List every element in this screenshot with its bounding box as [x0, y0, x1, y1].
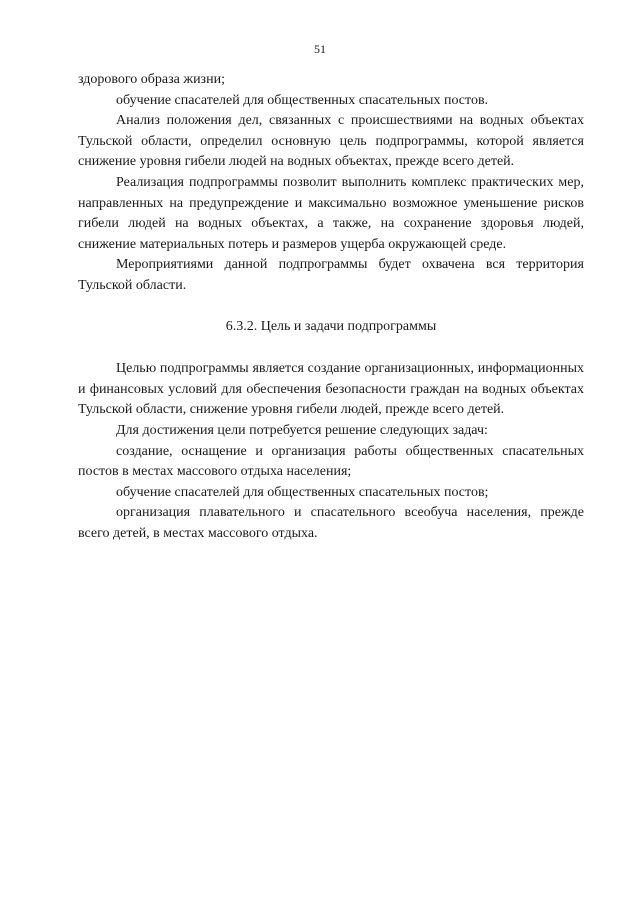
paragraph: обучение спасателей для общественных спасательных постов. [116, 92, 489, 108]
paragraph: здорового образа жизни; [78, 72, 225, 87]
paragraph: обучение спасателей для общественных спасательных постов; [116, 484, 489, 500]
paragraph: организация плавательного и спасательного всеобуча населения, прежде всего детей, в местах массового отдыха. [78, 505, 584, 541]
document-body [78, 70, 584, 544]
paragraph: Мероприятиями данной подпрограммы будет охвачена вся территория Тульской области. [78, 257, 584, 293]
paragraph: Для достижения цели потребуется решение следующих задач: [116, 422, 488, 438]
paragraph: Анализ положения дел, связанных с происшествиями на водных объектах Тульской области, определил основную цель подпрограммы, которой является снижение уровня гибели людей на водных объектах, прежде всего детей. [78, 113, 584, 170]
paragraph: создание, оснащение и организация работы общественных спасательных постов в местах массового отдыха населения; [78, 443, 584, 480]
paragraph: Целью подпрограммы является создание организационных, информационных и финансовых условий для обеспечения безопасности граждан на водных объектах Тульской области, снижение уровня гибели людей, прежде всего детей. [78, 361, 584, 418]
section-heading: 6.3.2. Цель и задачи подпрограммы [225, 318, 437, 334]
paragraph: Реализация подпрограммы позволит выполнить комплекс практических мер, направленных на предупреждение и максимально возможное уменьшение рисков гибели людей на водных объектах, а также, на сохранение здоровья людей, снижение материальных потерь и размеров ущерба окружающей среде. [78, 174, 584, 252]
page-number: 51 [314, 42, 326, 56]
